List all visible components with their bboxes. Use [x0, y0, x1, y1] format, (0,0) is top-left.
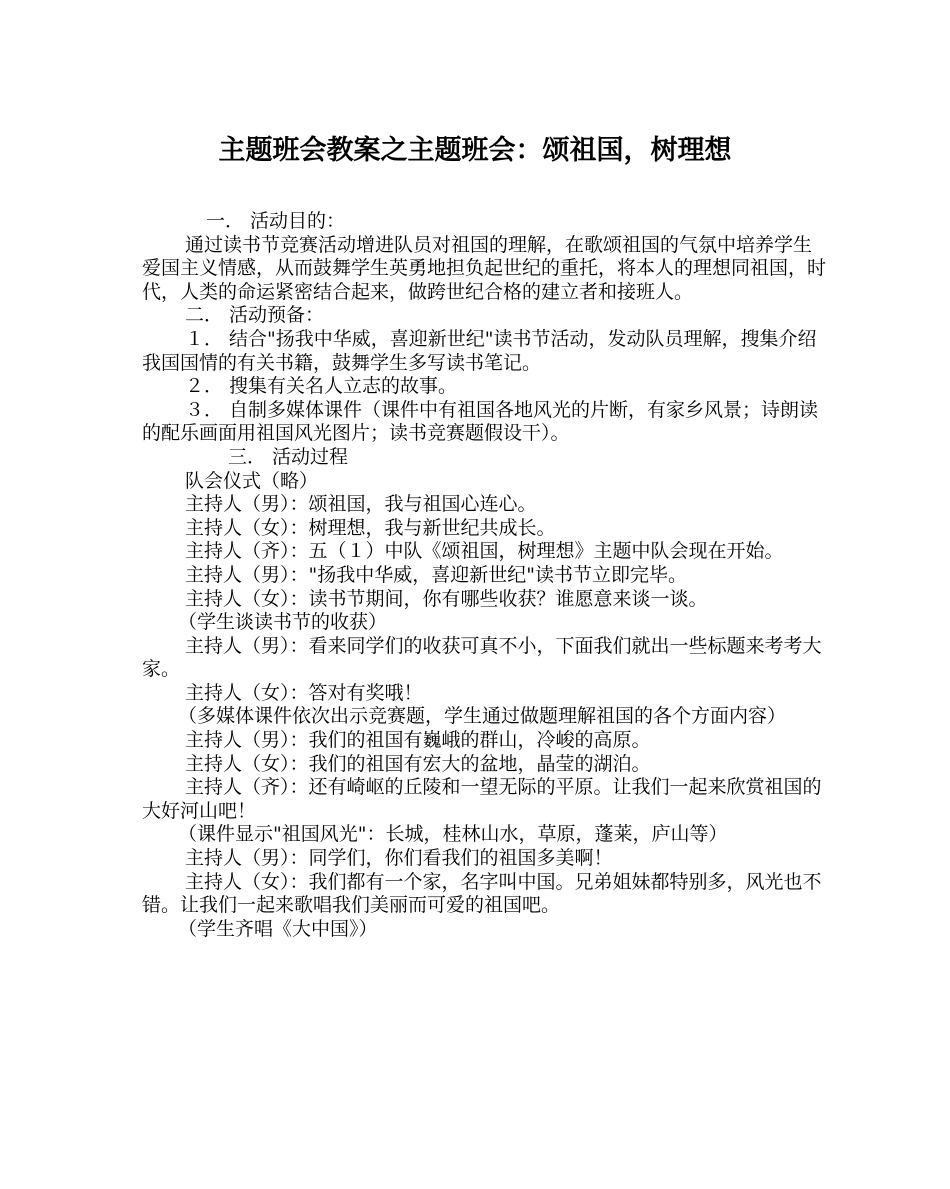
paragraph: （多媒体课件依次出示竞赛题，学生通过做题理解祖国的各个方面内容）	[178, 705, 787, 728]
paragraph: 主持人（齐）：还有崎岖的丘陵和一望无际的平原。让我们一起来欣赏祖国的大好河山吧！	[142, 776, 822, 822]
paragraph: 主持人（女）：答对有奖哦！	[185, 681, 423, 704]
paragraph: 通过读书节竞赛活动增进队员对祖国的理解，在歌颂祖国的气氛中培养学生爱国主义情感，从而鼓舞学生英勇地担负起世纪的重托，将本人的理想同祖国，时代，人类的命运紧密结合起来，做跨世纪合格的建立者和接班人。	[142, 233, 827, 303]
paragraph: 主持人（男）：我们的祖国有巍峨的群山，冷峻的高原。	[185, 729, 651, 752]
paragraph: １． 结合"扬我中华威，喜迎新世纪"读书节活动，发动队员理解，搜集介绍我国国情的有关书籍，鼓舞学生多写读书笔记。	[142, 327, 817, 374]
paragraph: ２． 搜集有关名人立志的故事。	[185, 375, 458, 398]
document-title: 主题班会教案之主题班会：颂祖国，树理想	[218, 135, 732, 166]
document-body	[142, 210, 826, 941]
paragraph: 主持人（齐）：五（１）中队《颂祖国，树理想》主题中队会现在开始。	[185, 540, 784, 563]
paragraph: 主持人（女）：我们的祖国有宏大的盆地，晶莹的湖泊。	[185, 752, 651, 775]
paragraph: （学生齐唱《大中国》）	[178, 917, 378, 940]
paragraph: （课件显示"祖国风光"：长城，桂林山水，草原，蓬莱，庐山等）	[178, 823, 728, 846]
paragraph: 主持人（男）：同学们，你们看我们的祖国多美啊！	[185, 847, 613, 870]
paragraph: 二． 活动预备：	[185, 304, 325, 327]
paragraph: 三． 活动过程	[228, 445, 349, 468]
paragraph: 主持人（男）：看来同学们的收获可真不小，下面我们就出一些标题来考考大家。	[142, 634, 822, 681]
paragraph: （学生谈读书节的收获）	[178, 611, 388, 634]
paragraph: 主持人（男）："扬我中华威，喜迎新世纪"读书节立即完毕。	[185, 563, 687, 586]
paragraph: 一． 活动目的：	[206, 210, 346, 232]
paragraph: 主持人（男）：颂祖国，我与祖国心连心。	[185, 493, 537, 516]
paragraph: 主持人（女）：树理想，我与新世纪共成长。	[185, 516, 556, 539]
paragraph: 队会仪式（略）	[185, 469, 319, 492]
paragraph: ３． 自制多媒体课件（课件中有祖国各地风光的片断，有家乡风景；诗朗读的配乐画面用祖国风光图片；读书竞赛题假设干）。	[142, 398, 819, 445]
paragraph: 主持人（女）：读书节期间，你有哪些收获？谁愿意来谈一谈。	[185, 587, 708, 610]
paragraph: 主持人（女）：我们都有一个家，名字叫中国。兄弟姐妹都特别多，风光也不错。让我们一起来歌唱我们美丽而可爱的祖国吧。	[142, 870, 822, 917]
